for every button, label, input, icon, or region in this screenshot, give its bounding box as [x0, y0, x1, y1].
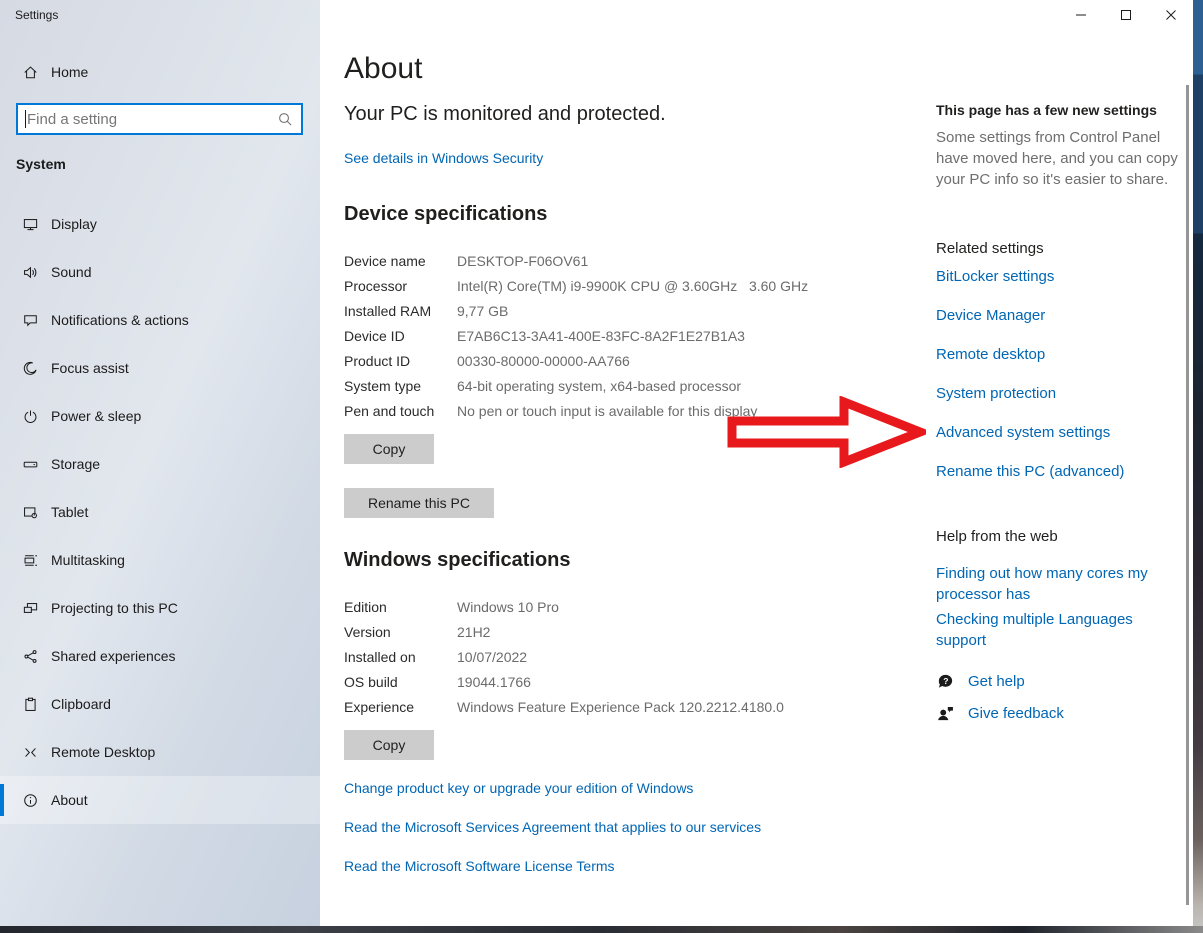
sidebar-item-storage[interactable]: [0, 440, 320, 488]
storage-icon: [22, 456, 39, 473]
system-protection-link[interactable]: System protection: [936, 385, 1057, 402]
spec-value: 21H2: [457, 623, 491, 640]
give-feedback-link[interactable]: Give feedback: [968, 705, 1064, 722]
search-input[interactable]: [18, 105, 301, 133]
spec-row: [344, 669, 904, 694]
minimize-button[interactable]: [1058, 0, 1103, 30]
spec-value: Windows Feature Experience Pack 120.2212.4180.0: [457, 698, 784, 715]
desktop-wallpaper-strip-right: [1193, 0, 1203, 933]
sidebar-item-notifications[interactable]: [0, 296, 320, 344]
spec-value: Windows 10 Pro: [457, 598, 559, 615]
spec-value: 9,77 GB: [457, 302, 509, 319]
sound-icon: [22, 264, 39, 281]
license-terms-link[interactable]: Read the Microsoft Software License Terms: [344, 858, 615, 874]
search-box[interactable]: [16, 103, 303, 135]
spec-value: 00330-80000-00000-AA766: [457, 352, 630, 369]
help-languages-link[interactable]: Checking multiple Languages support: [936, 611, 1133, 649]
help-cores-link[interactable]: Finding out how many cores my processor has: [936, 565, 1148, 603]
spec-label: Device ID: [344, 327, 405, 344]
sidebar-item-label: Home: [51, 64, 89, 80]
spec-label: Pen and touch: [344, 402, 435, 419]
text-caret: [25, 110, 26, 128]
spec-label: Product ID: [344, 352, 411, 369]
new-settings-body: Some settings from Control Panel have moved here, and you can copy your PC info so it's easier to share.: [936, 129, 1178, 188]
copy-windows-specs-button[interactable]: Copy: [344, 730, 434, 760]
get-help-link[interactable]: Get help: [968, 673, 1025, 690]
annotation-arrow: [726, 396, 926, 468]
close-icon: [1166, 10, 1176, 20]
sidebar-item-clipboard[interactable]: [0, 680, 320, 728]
sidebar-item-remote-desktop[interactable]: [0, 728, 320, 776]
sidebar-item-label: Projecting to this PC: [51, 600, 178, 616]
spec-value: 19044.1766: [457, 673, 531, 690]
maximize-icon: [1121, 10, 1131, 20]
sidebar-item-label: Display: [51, 216, 97, 232]
spec-row: [344, 594, 904, 619]
sidebar-item-label: Focus assist: [51, 360, 129, 376]
bitlocker-settings-link[interactable]: BitLocker settings: [936, 268, 1055, 285]
window-title: Settings: [15, 8, 59, 22]
spec-label: Installed RAM: [344, 302, 432, 319]
spec-row: [344, 373, 904, 398]
remote-desktop-link[interactable]: Remote desktop: [936, 346, 1046, 363]
notifications-icon: [22, 312, 39, 329]
rename-pc-advanced-link[interactable]: Rename this PC (advanced): [936, 463, 1125, 480]
sidebar-item-sound[interactable]: [0, 248, 320, 296]
copy-device-specs-button[interactable]: Copy: [344, 434, 434, 464]
tablet-icon: [22, 504, 39, 521]
about-icon: [22, 792, 39, 809]
get-help-icon: [936, 672, 955, 691]
sidebar: [0, 0, 320, 926]
spec-label: OS build: [344, 673, 398, 690]
sidebar-item-tablet[interactable]: [0, 488, 320, 536]
get-help-row[interactable]: [936, 672, 1025, 691]
spec-row: [344, 248, 904, 273]
sidebar-item-label: Clipboard: [51, 696, 111, 712]
sidebar-item-label: Multitasking: [51, 552, 125, 568]
multitasking-icon: [22, 552, 39, 569]
spec-row: [344, 619, 904, 644]
windows-specs-table: [344, 594, 904, 719]
spec-value: 10/07/2022: [457, 648, 528, 665]
sidebar-item-label: Storage: [51, 456, 101, 472]
spec-row: [344, 323, 904, 348]
sidebar-item-label: Notifications & actions: [51, 312, 189, 328]
spec-value: 64-bit operating system, x64-based processor: [457, 377, 742, 394]
close-button[interactable]: [1148, 0, 1193, 30]
spec-row: [344, 298, 904, 323]
spec-value: E7AB6C13-3A41-400E-83FC-8A2F1E27B1A3: [457, 327, 745, 344]
spec-label: Processor: [344, 277, 408, 294]
spec-label: System type: [344, 377, 422, 394]
scrollbar[interactable]: [1186, 85, 1189, 905]
minimize-icon: [1076, 10, 1086, 20]
spec-label: Edition: [344, 598, 387, 615]
spec-row: [344, 694, 904, 719]
advanced-system-settings-link[interactable]: Advanced system settings: [936, 424, 1111, 441]
spec-value: Intel(R) Core(TM) i9-9900K CPU @ 3.60GHz 3.60 GHz: [457, 277, 809, 294]
device-manager-link[interactable]: Device Manager: [936, 307, 1046, 324]
search-icon: [277, 111, 294, 128]
change-product-key-link[interactable]: Change product key or upgrade your edition of Windows: [344, 780, 694, 796]
sidebar-item-label: Sound: [51, 264, 92, 280]
maximize-button[interactable]: [1103, 0, 1148, 30]
remote-desktop-icon: [22, 744, 39, 761]
related-settings-heading: Related settings: [936, 240, 1044, 257]
sidebar-item-label: Remote Desktop: [51, 744, 156, 760]
sidebar-item-label: Shared experiences: [51, 648, 176, 664]
clipboard-icon: [22, 696, 39, 713]
spec-row: [344, 273, 904, 298]
give-feedback-icon: [936, 704, 955, 723]
services-agreement-link[interactable]: Read the Microsoft Services Agreement that applies to our services: [344, 819, 762, 835]
sidebar-item-power-sleep[interactable]: [0, 392, 320, 440]
help-from-web-heading: Help from the web: [936, 528, 1058, 545]
spec-value: DESKTOP-F06OV61: [457, 252, 589, 269]
device-specs-heading: Device specifications: [344, 203, 548, 225]
home-icon: [22, 64, 39, 81]
display-icon: [22, 216, 39, 233]
page-title: About: [344, 52, 423, 85]
sidebar-item-about[interactable]: [0, 776, 320, 824]
sidebar-item-multitasking[interactable]: [0, 536, 320, 584]
spec-label: Device name: [344, 252, 426, 269]
spec-label: Installed on: [344, 648, 416, 665]
windows-specs-heading: Windows specifications: [344, 549, 571, 571]
sidebar-item-label: About: [51, 792, 88, 808]
shared-experiences-icon: [22, 648, 39, 665]
security-status-heading: Your PC is monitored and protected.: [344, 103, 666, 125]
window-controls: [1058, 0, 1193, 30]
spec-value: No pen or touch input is available for this display: [457, 402, 758, 419]
sidebar-item-shared-experiences[interactable]: [0, 632, 320, 680]
power-icon: [22, 408, 39, 425]
new-settings-heading: This page has a few new settings: [936, 102, 1157, 118]
sidebar-item-focus-assist[interactable]: [0, 344, 320, 392]
sidebar-item-home[interactable]: [0, 48, 320, 96]
spec-row: [344, 348, 904, 373]
focus-assist-icon: [22, 360, 39, 377]
spec-label: Experience: [344, 698, 415, 715]
selected-indicator: [0, 784, 4, 816]
windows-security-link[interactable]: See details in Windows Security: [344, 150, 544, 166]
sidebar-section-system: System: [16, 156, 66, 172]
sidebar-item-projecting[interactable]: [0, 584, 320, 632]
sidebar-item-display[interactable]: [0, 200, 320, 248]
sidebar-item-label: Tablet: [51, 504, 89, 520]
rename-pc-button[interactable]: Rename this PC: [344, 488, 494, 518]
desktop-wallpaper-strip-bottom: [0, 926, 1203, 933]
spec-row: [344, 644, 904, 669]
give-feedback-row[interactable]: [936, 704, 1064, 723]
svg-text:?: ?: [943, 675, 949, 686]
sidebar-item-label: Power & sleep: [51, 408, 142, 424]
projecting-icon: [22, 600, 39, 617]
spec-label: Version: [344, 623, 391, 640]
